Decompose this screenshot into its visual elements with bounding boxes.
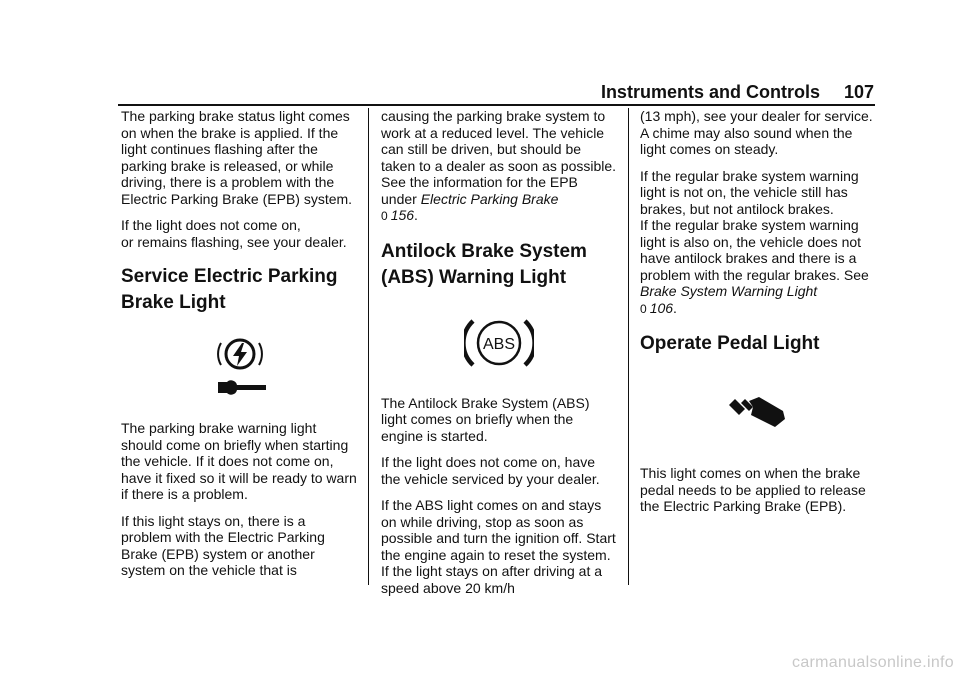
paragraph: If this light stays on, there is a problem with the Electric Parking Brake (EPB) system or another system on the vehicle that is	[121, 512, 325, 578]
column-3	[640, 108, 876, 525]
paragraph	[640, 217, 876, 317]
text-run: .	[414, 207, 418, 223]
text-run: causing the parking brake system to work at a reduced level. The vehicle can still be driven, but should be taken to a dealer as soon as possible. See the information for the EPB under	[381, 108, 617, 207]
paragraph: The Antilock Brake System (ABS) light comes on briefly when the engine is started.	[381, 394, 590, 444]
header-rule	[118, 104, 875, 106]
column-1	[121, 108, 357, 589]
column-2	[381, 108, 617, 606]
text-line: If the light does not come on,	[121, 217, 301, 233]
paragraph: The parking brake warning light should come on briefly when starting the vehicle. If it does not come on, have it fixed so it will be ready to warn if there is a problem.	[121, 420, 357, 502]
section-heading: Antilock Brake System (ABS) Warning Light	[381, 240, 587, 288]
watermark: carmanualsonline.info	[792, 654, 954, 671]
foot-pedal-icon	[640, 391, 876, 431]
paragraph: If the ABS light comes on and stays on while driving, stop as soon as possible and turn the ignition off. Start the engine again to reset the system. If the light stays on after driving at a speed above 20 km/h	[381, 497, 616, 596]
text-run: .	[673, 299, 677, 316]
section-heading: Operate Pedal Light	[640, 333, 820, 354]
section-heading: Service Electric Parking Brake Light	[121, 266, 338, 313]
page-number: 107	[843, 82, 874, 102]
cross-reference[interactable]: Brake System Warning Light	[640, 283, 818, 299]
paragraph	[381, 108, 617, 225]
cross-reference[interactable]: Electric Parking Brake	[420, 190, 559, 207]
paragraph: This light comes on when the brake pedal needs to be applied to release the Electric Parking Brake (EPB).	[640, 465, 866, 514]
paragraph	[121, 217, 357, 250]
paragraph: If the regular brake system warning light is not on, the vehicle still has brakes, but not antilock brakes.	[640, 167, 859, 217]
text-line: or remains flashing, see your dealer.	[121, 233, 347, 250]
ref-arrow-icon: 0	[640, 301, 647, 316]
paragraph: If the light does not come on, have the vehicle serviced by your dealer.	[381, 454, 600, 487]
ref-arrow-icon: 0	[381, 209, 388, 223]
column-divider	[368, 108, 369, 585]
abs-warning-icon	[381, 315, 617, 371]
ref-page-link[interactable]: 106	[649, 299, 674, 316]
page-header	[601, 82, 874, 103]
section-title: Instruments and Controls	[600, 82, 820, 102]
column-divider	[628, 108, 629, 585]
paragraph: (13 mph), see your dealer for service. A chime may also sound when the light comes on steady.	[640, 108, 873, 157]
text-run: If the regular brake system warning light is also on, the vehicle does not have antilock brakes and there is a problem with the regular brakes. See	[640, 217, 869, 283]
ref-page-link[interactable]: 156	[390, 207, 415, 223]
service-parking-brake-icon	[121, 332, 357, 402]
abs-icon-label: ABS	[482, 335, 516, 353]
paragraph: The parking brake status light comes on when the brake is applied. If the light continues flashing after the parking brake is released, or while driving, there is a problem with the Electric Parking Brake (EPB) system.	[121, 108, 353, 207]
